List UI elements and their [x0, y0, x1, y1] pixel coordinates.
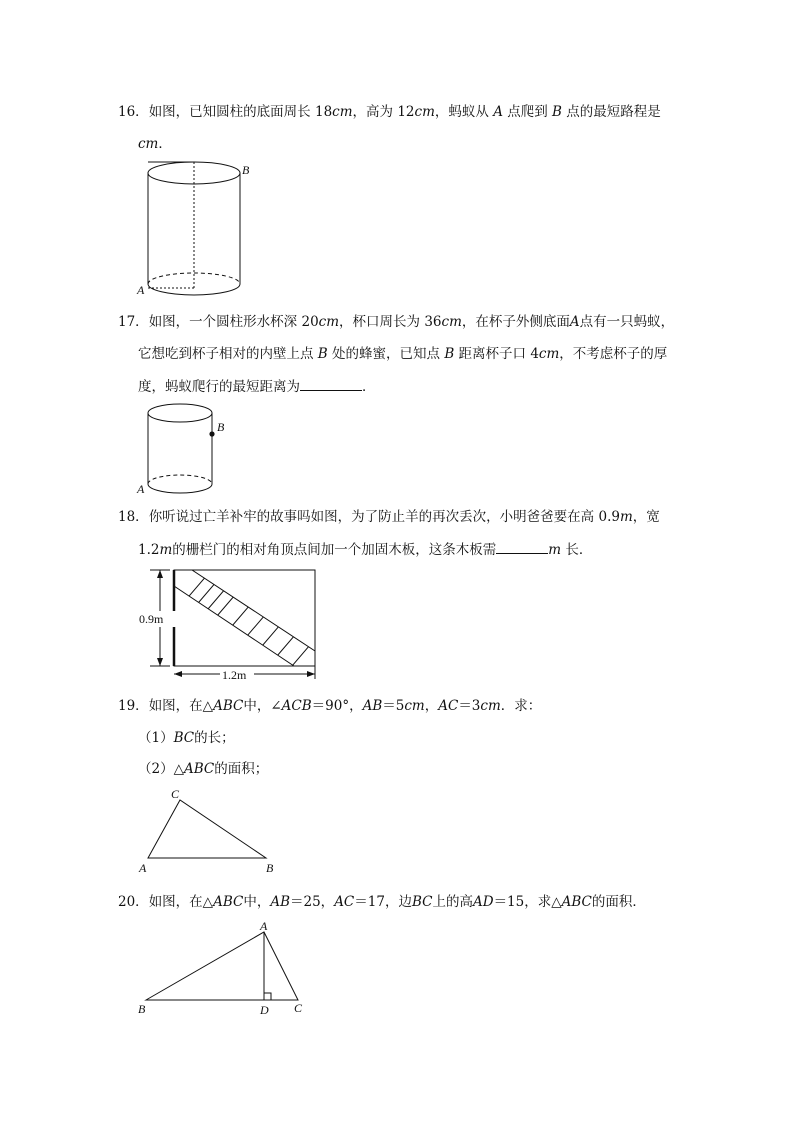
q19-label-A: A: [139, 861, 147, 875]
q18-brace-board: [174, 570, 315, 666]
q18-answer-blank[interactable]: [496, 540, 548, 554]
q19-number: 19．: [118, 698, 149, 714]
q19-part2: （2）△ABC的面积；: [138, 761, 269, 777]
q17-label-B: B: [217, 420, 225, 434]
q18-width-arrow-right: [307, 671, 315, 677]
q18-height-arrow-bottom: [157, 658, 163, 666]
q18-number: 18．: [118, 509, 149, 525]
q20-triangle: [146, 932, 298, 1000]
q18-line1: 18．你听说过亡羊补牢的故事吗如图，为了防止羊的再次丢次，小明爸爸要在高 0.9m，宽: [118, 509, 660, 525]
q17-line2: 它想吃到杯子相对的内壁上点 B 处的蜂蜜，已知点 B 距离杯子口 4cm，不考虑杯子的厚: [138, 346, 668, 362]
q17-line1: 17．如图，一个圆柱形水杯深 20cm，杯口周长为 36cm，在杯子外侧底面A点有一只蚂蚁，: [118, 314, 675, 330]
q16-number: 16．: [118, 104, 149, 120]
q20-label-A: A: [260, 919, 268, 933]
q17-bottom-front-arc: [148, 484, 212, 493]
q20-line1: 20．如图，在△ABC中，AB＝25，AC＝17，边BC上的高AD＝15，求△ABC的面积．: [118, 894, 646, 910]
q19-triangle: [148, 800, 266, 858]
q18-line2: 1.2m的栅栏门的相对角顶点间加一个加固木板，这条木板需 m 长．: [138, 542, 593, 558]
q17-line3: 度，蚂蚁爬行的最短距离为 ．: [138, 379, 376, 395]
q17-answer-blank[interactable]: [300, 377, 362, 391]
q20-label-B: B: [138, 1002, 146, 1016]
q16-bottom-front-arc: [148, 284, 240, 295]
q19-label-B: B: [266, 861, 274, 875]
q19-line1: 19．如图，在△ABC中，∠ACB＝90°，AB＝5cm，AC＝3cm．求：: [118, 698, 542, 714]
q16-top-ellipse: [148, 162, 240, 184]
q17-label-A: A: [137, 482, 145, 496]
q19-part1: （1）BC的长；: [138, 730, 235, 746]
q18-width-arrow-left: [174, 671, 182, 677]
q17-number: 17．: [118, 314, 149, 330]
q18-height-arrow-top: [157, 570, 163, 578]
q19-label-C: C: [171, 787, 180, 801]
q16-label-B: B: [242, 163, 250, 177]
q19-triangle-figure: [134, 786, 284, 878]
q16-label-A: A: [137, 283, 145, 297]
q20-number: 20．: [118, 894, 149, 910]
q16-line1: 16．如图，已知圆柱的底面周长 18cm，高为 12cm，蚂蚁从 A 点爬到 B 点的最短路程是: [118, 104, 661, 120]
q16-cylinder-figure: [136, 158, 266, 303]
q20-label-D: D: [260, 1003, 269, 1017]
q20-triangle-figure: [134, 920, 314, 1020]
q17-cylinder-figure: [136, 400, 246, 500]
q18-gate-figure: [136, 563, 326, 685]
q20-right-angle-mark: [264, 993, 271, 1000]
q16-line2: cm．: [138, 136, 172, 152]
q18-height-label: 0.9m: [139, 612, 164, 626]
q17-top-ellipse: [148, 404, 212, 422]
q18-gate-frame: [174, 570, 315, 666]
q17-bottom-back-arc: [148, 475, 212, 484]
q18-brace-hatching: [166, 553, 376, 683]
q20-label-C: C: [294, 1001, 303, 1015]
q18-width-label: 1.2m: [222, 668, 247, 682]
q17-point-B: [209, 431, 214, 436]
